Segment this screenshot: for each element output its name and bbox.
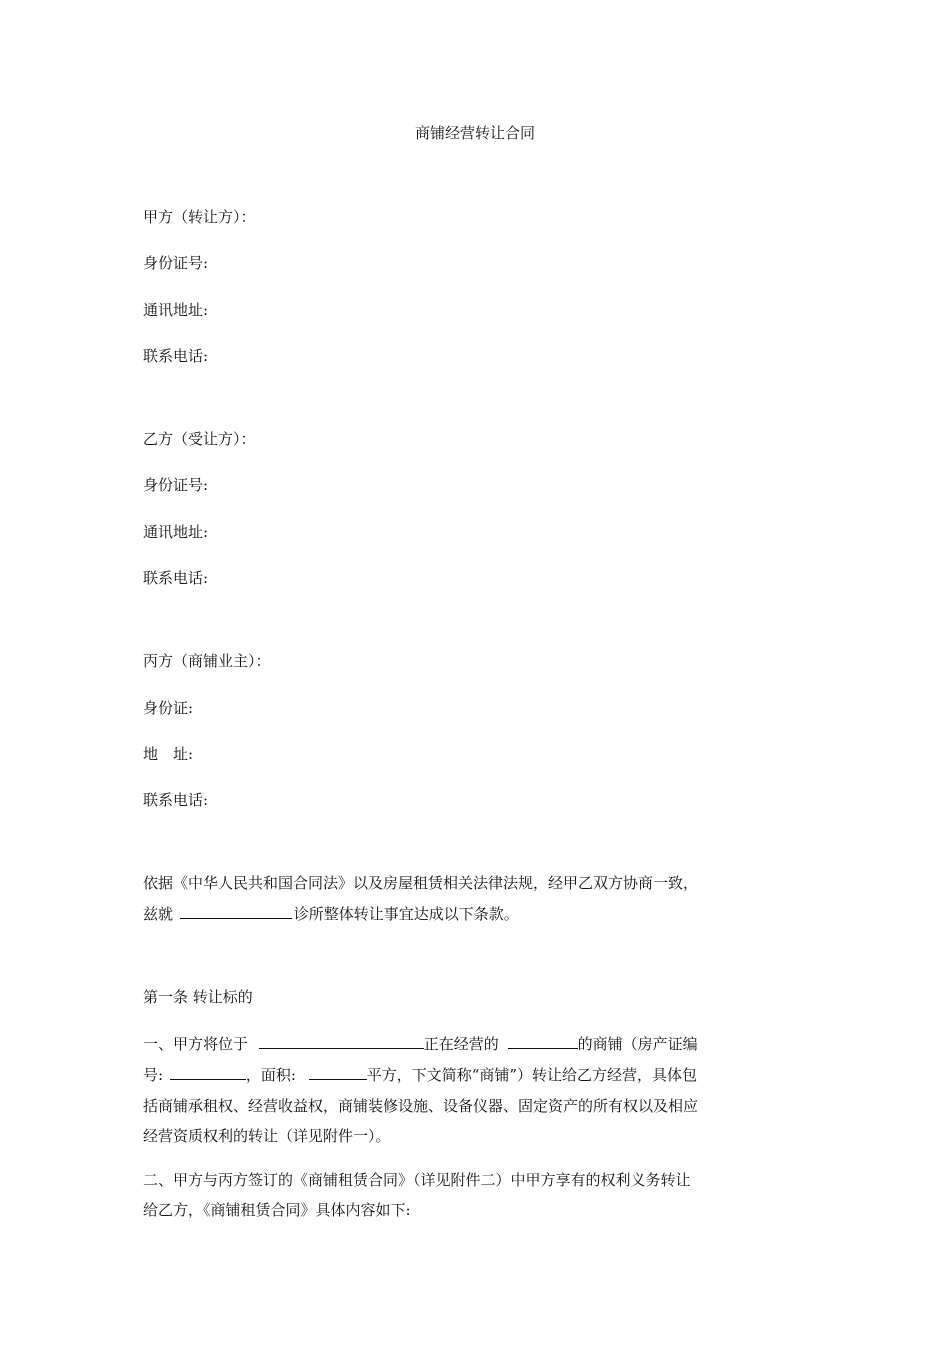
article-1-p1-line-1 <box>143 1034 698 1054</box>
clinic-name-blank <box>180 904 292 919</box>
p1-text-f: 平方，下文简称“商铺”）转让给乙方经营，具体包 <box>366 1066 698 1084</box>
party-c-heading: 丙方（商铺业主）： <box>143 652 271 670</box>
p1-text-a: 一、甲方将位于 <box>143 1035 249 1053</box>
article-1-p2-line-2: 给乙方，《商铺租赁合同》具体内容如下: <box>143 1201 411 1219</box>
party-b-id-label: 身份证号: <box>143 476 209 494</box>
business-name-blank <box>508 1034 578 1049</box>
p1-text-e: ，面积: <box>245 1066 296 1084</box>
preamble-text-a: 兹就 <box>143 905 174 923</box>
preamble-line-2 <box>143 904 519 924</box>
location-blank <box>259 1034 424 1049</box>
party-a-phone-label: 联系电话: <box>143 347 209 365</box>
party-c-id-label: 身份证: <box>143 699 194 717</box>
party-b-phone-label: 联系电话: <box>143 569 209 587</box>
preamble-text-b: 诊所整体转让事宜达成以下条款。 <box>293 905 519 923</box>
p1-text-c: 的商铺（房产证编 <box>577 1035 698 1053</box>
party-c-address-label: 地 址: <box>143 745 194 763</box>
article-1-heading: 第一条 转让标的 <box>143 988 253 1006</box>
party-b-address-label: 通讯地址: <box>143 523 209 541</box>
p1-text-b: 正在经营的 <box>423 1035 499 1053</box>
article-1-p1-line-3: 括商铺承租权、经营收益权，商铺装修设施、设备仪器、固定资产的所有权以及相应 <box>143 1097 699 1115</box>
article-1-p2-line-1: 二、甲方与丙方签订的《商铺租赁合同》（详见附件二）中甲方享有的权利义务转让 <box>143 1171 691 1189</box>
area-blank <box>309 1065 367 1080</box>
party-a-id-label: 身份证号: <box>143 254 209 272</box>
article-1-p1-line-2 <box>143 1065 697 1085</box>
p1-text-d: 号: <box>143 1066 164 1084</box>
article-1-p1-line-4: 经营资质权利的转让（详见附件一）。 <box>143 1127 391 1145</box>
party-c-phone-label: 联系电话: <box>143 791 209 809</box>
certificate-number-blank <box>170 1065 246 1080</box>
preamble-line-1: 依据《中华人民共和国合同法》以及房屋租赁相关法律法规，经甲乙双方协商一致， <box>143 874 699 892</box>
party-a-address-label: 通讯地址: <box>143 301 209 319</box>
party-a-heading: 甲方（转让方）： <box>143 208 256 226</box>
contract-title: 商铺经营转让合同 <box>414 124 535 142</box>
party-b-heading: 乙方（受让方）： <box>143 430 256 448</box>
